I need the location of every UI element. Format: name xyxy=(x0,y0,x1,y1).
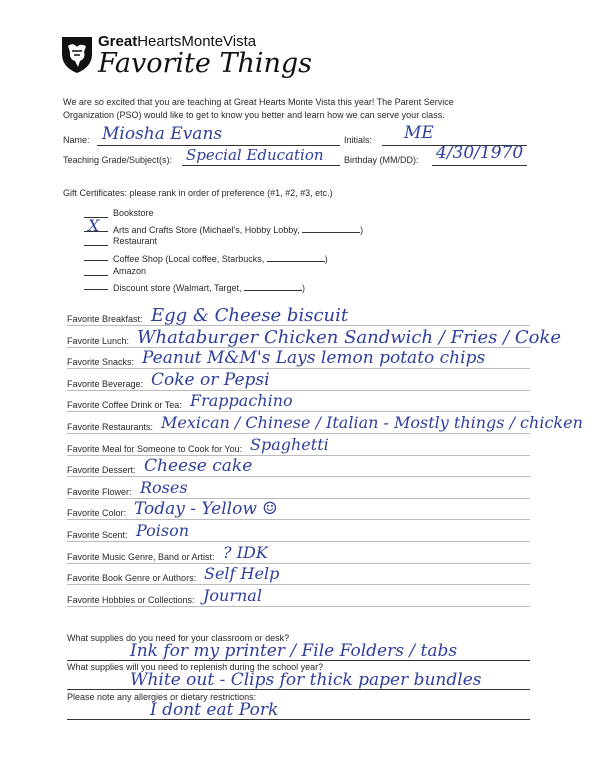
gift-option-other-blank[interactable] xyxy=(302,222,360,233)
favorite-answer[interactable]: Self Help xyxy=(204,564,280,583)
gift-option-text: Amazon xyxy=(113,266,147,276)
gift-option-text: Bookstore xyxy=(113,208,154,218)
favorite-answer[interactable]: Today - Yellow ☺ xyxy=(134,499,278,519)
gift-option-text: Discount store (Walmart, Target, xyxy=(113,283,245,293)
favorite-label: Favorite Music Genre, Band or Artist: xyxy=(67,552,215,562)
gift-option-label xyxy=(113,208,154,218)
favorite-answer[interactable]: Journal xyxy=(203,586,262,605)
name-label: Name: xyxy=(63,135,90,145)
favorite-line xyxy=(67,455,530,456)
question-answer[interactable]: Ink for my printer / File Folders / tabs xyxy=(130,641,458,661)
gift-option-label xyxy=(113,251,328,264)
favorite-answer[interactable]: Spaghetti xyxy=(250,435,329,454)
favorite-label: Favorite Book Genre or Authors: xyxy=(67,573,197,583)
favorite-answer[interactable]: Mexican / Chinese / Italian - Mostly things / chicken xyxy=(161,413,583,432)
gift-option-label xyxy=(113,280,305,293)
gift-rank-blank[interactable] xyxy=(84,275,108,276)
favorite-line xyxy=(67,411,530,412)
gift-rank-mark: X xyxy=(88,216,100,235)
favorite-label: Favorite Breakfast: xyxy=(67,314,143,324)
question-answer[interactable]: White out - Clips for thick paper bundles xyxy=(130,670,482,690)
favorite-label: Favorite Beverage: xyxy=(67,379,144,389)
gift-option-text: Arts and Crafts Store (Michael's, Hobby Lobby, xyxy=(113,225,303,235)
birthday-label: Birthday (MM/DD): xyxy=(344,155,419,165)
gift-rank-blank[interactable] xyxy=(84,245,108,246)
gift-rank-blank[interactable] xyxy=(84,289,108,290)
brand-rest: HeartsMonteVista xyxy=(137,33,257,50)
gift-option-close: ) xyxy=(360,225,364,235)
form-title: Favorite Things xyxy=(98,48,313,79)
initials-label: Initials: xyxy=(344,135,373,145)
favorite-line xyxy=(67,584,530,585)
favorite-answer[interactable]: ? IDK xyxy=(223,543,268,562)
gift-option-other-blank[interactable] xyxy=(244,280,302,291)
header xyxy=(60,30,360,90)
favorite-label: Favorite Snacks: xyxy=(67,357,135,367)
gift-option-close: ) xyxy=(324,254,328,264)
grade-label: Teaching Grade/Subject(s): xyxy=(63,155,173,165)
gift-option-close: ) xyxy=(302,283,306,293)
favorite-line xyxy=(67,433,530,434)
favorite-label: Favorite Restaurants: xyxy=(67,422,154,432)
question-label: What supplies will you need to replenish during the school year? xyxy=(67,662,324,672)
grade-value[interactable]: Special Education xyxy=(186,146,324,164)
name-value[interactable]: Miosha Evans xyxy=(102,124,223,144)
gift-option-label xyxy=(113,266,146,276)
favorite-label: Favorite Flower: xyxy=(67,487,132,497)
gift-option-label xyxy=(113,236,157,246)
birthday-line xyxy=(432,165,527,166)
favorite-label: Favorite Color: xyxy=(67,508,127,518)
gift-option-other-blank[interactable] xyxy=(267,251,325,262)
favorite-line xyxy=(67,368,530,369)
favorite-answer[interactable]: Roses xyxy=(140,478,188,497)
favorite-answer[interactable]: Peanut M&M's Lays lemon potato chips xyxy=(142,348,486,368)
favorite-answer[interactable]: Coke or Pepsi xyxy=(151,370,270,390)
favorite-answer[interactable]: Poison xyxy=(136,521,190,540)
question-answer[interactable]: I dont eat Pork xyxy=(150,700,279,720)
favorite-line xyxy=(67,519,530,520)
favorite-label: Favorite Hobbies or Collections: xyxy=(67,595,195,605)
favorite-label: Favorite Meal for Someone to Cook for You: xyxy=(67,444,243,454)
intro-line-1: We are so excited that you are teaching at Great Hearts Monte Vista this year! The Parent Service xyxy=(63,97,454,107)
initials-value[interactable]: ME xyxy=(404,123,434,143)
favorite-line xyxy=(67,606,530,607)
favorite-line xyxy=(67,541,530,542)
birthday-value[interactable]: 4/30/1970 xyxy=(436,143,524,163)
favorite-label: Favorite Scent: xyxy=(67,530,128,540)
favorite-line xyxy=(67,476,530,477)
favorite-label: Favorite Coffee Drink or Tea: xyxy=(67,400,182,410)
gift-option-label xyxy=(113,222,363,235)
question-label: What supplies do you need for your classroom or desk? xyxy=(67,633,290,643)
gift-prompt: Gift Certificates: please rank in order of preference (#1, #2, #3, etc.) xyxy=(63,188,333,198)
favorite-answer[interactable]: Egg & Cheese biscuit xyxy=(151,305,349,326)
favorite-label: Favorite Lunch: xyxy=(67,336,130,346)
favorite-line xyxy=(67,563,530,564)
grade-line xyxy=(182,165,340,166)
favorite-label: Favorite Dessert: xyxy=(67,465,136,475)
gift-option-text: Coffee Shop (Local coffee, Starbucks, xyxy=(113,254,267,264)
shield-crest-icon xyxy=(60,34,94,74)
intro-line-2: Organization (PSO) would like to get to know you better and learn how we can serve your class. xyxy=(63,110,445,120)
favorite-answer[interactable]: Whataburger Chicken Sandwich / Fries / Coke xyxy=(137,327,562,348)
question-line xyxy=(67,719,530,720)
favorite-line xyxy=(67,390,530,391)
favorite-answer[interactable]: Frappachino xyxy=(190,391,293,410)
favorite-answer[interactable]: Cheese cake xyxy=(144,456,253,476)
question-label: Please note any allergies or dietary restrictions: xyxy=(67,692,257,702)
gift-option-text: Restaurant xyxy=(113,236,158,246)
brand-great: Great xyxy=(98,33,138,50)
gift-rank-blank[interactable] xyxy=(84,260,108,261)
